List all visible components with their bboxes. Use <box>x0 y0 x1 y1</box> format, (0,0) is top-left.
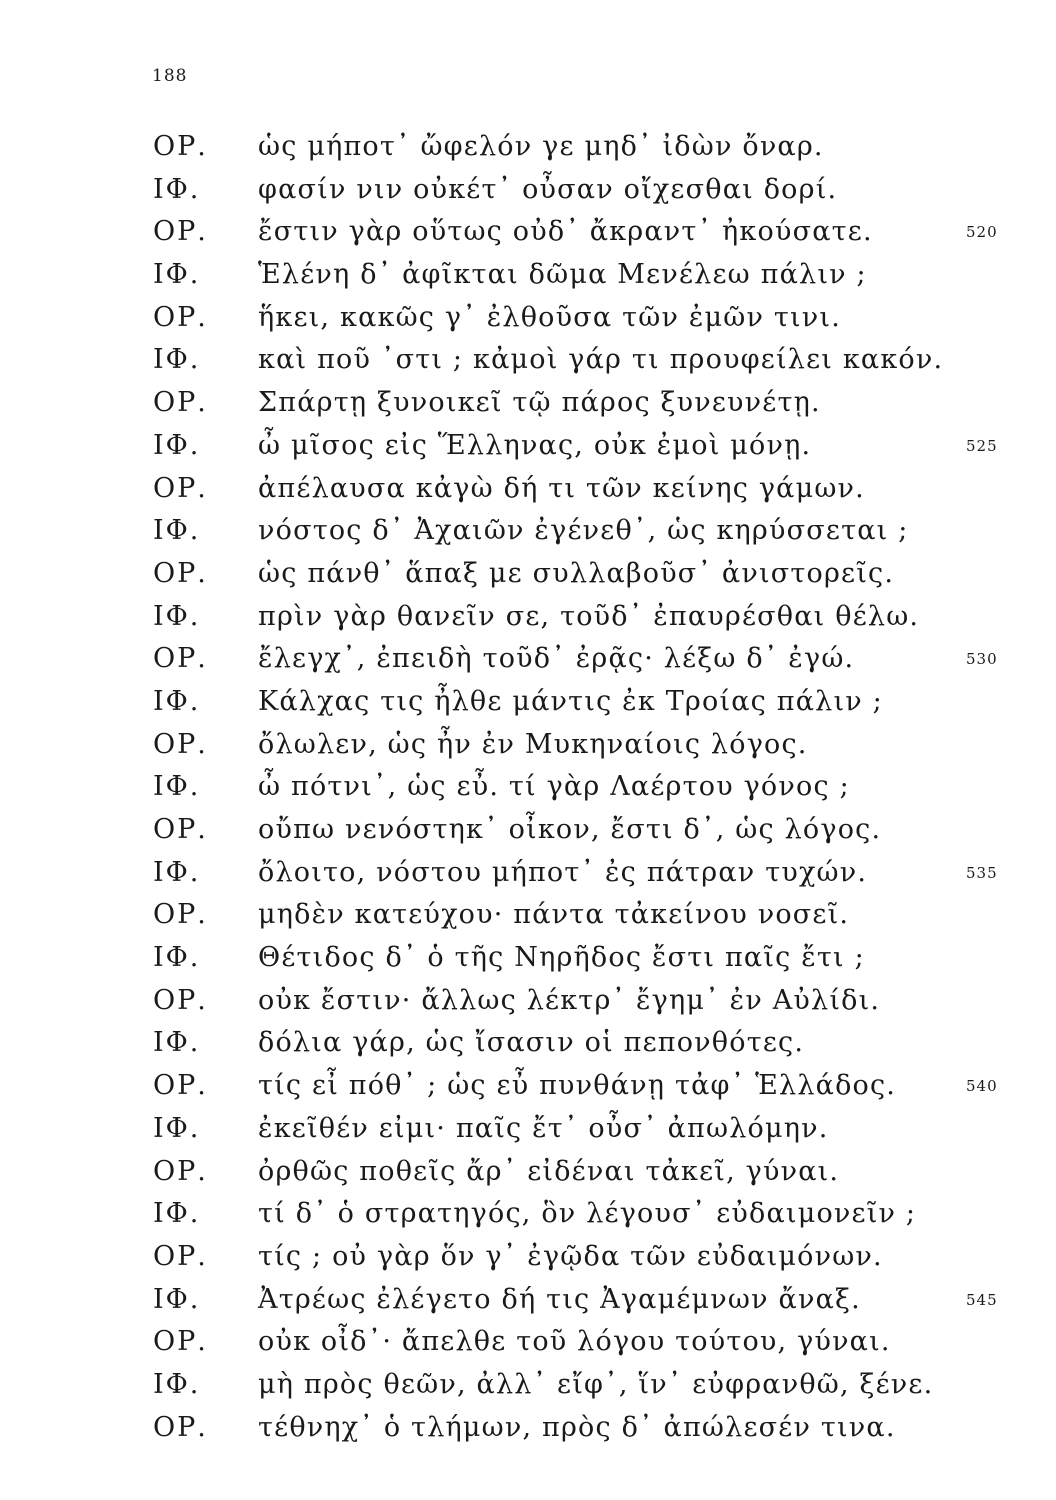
verse-text: οὐκ οἶδ᾽· ἄπελθε τοῦ λόγου τούτου, γύναι. <box>258 1326 891 1358</box>
page-number: 188 <box>152 66 188 86</box>
speaker-label: ΙΦ. <box>153 1198 201 1230</box>
verse-text: τίς ; οὐ γὰρ ὅν γ᾽ ἐγῷδα τῶν εὐδαιμόνων. <box>258 1240 883 1272</box>
speaker-label: ΟΡ. <box>153 1240 208 1272</box>
verse-text: δόλια γάρ, ὡς ἴσασιν οἱ πεπονθότες. <box>258 1027 805 1059</box>
speaker-label: ΟΡ. <box>153 984 208 1016</box>
verse-line <box>0 638 1056 681</box>
verse-text: τέθνηχ᾽ ὁ τλήμων, πρὸς δ᾽ ἀπώλεσέν τινα. <box>258 1411 896 1443</box>
verse-line <box>0 126 1056 169</box>
speaker-label: ΟΡ. <box>153 557 208 589</box>
speaker-label: ΟΡ. <box>153 1411 208 1443</box>
verse-line <box>0 1407 1056 1450</box>
speaker-label: ΟΡ. <box>153 899 208 931</box>
speaker-label: ΙΦ. <box>153 1027 201 1059</box>
verse-line <box>0 766 1056 809</box>
speaker-label: ΟΡ. <box>153 387 208 419</box>
speaker-label: ΙΦ. <box>153 515 201 547</box>
line-number: 535 <box>966 863 998 882</box>
verse-text: ἥκει, κακῶς γ᾽ ἐλθοῦσα τῶν ἐμῶν τινι. <box>258 301 841 333</box>
verse-line <box>0 468 1056 511</box>
line-number: 525 <box>966 436 998 455</box>
verse-block <box>0 126 1056 1449</box>
speaker-label: ΟΡ. <box>153 1326 208 1358</box>
speaker-label: ΟΡ. <box>153 1155 208 1187</box>
line-number: 530 <box>966 650 998 669</box>
verse-text: μηδὲν κατεύχου· πάντα τἀκείνου νοσεῖ. <box>258 899 850 931</box>
verse-line <box>0 809 1056 852</box>
verse-text: ὄλωλεν, ὡς ἦν ἐν Μυκηναίοις λόγος. <box>258 728 808 760</box>
verse-line <box>0 1065 1056 1108</box>
verse-text: Ἀτρέως ἐλέγετο δή τις Ἀγαμέμνων ἄναξ. <box>258 1283 861 1315</box>
verse-line <box>0 510 1056 553</box>
verse-text: μὴ πρὸς θεῶν, ἀλλ᾽ εἴφ᾽, ἵν᾽ εὐφρανθῶ, ξένε. <box>258 1368 934 1400</box>
speaker-label: ΟΡ. <box>153 301 208 333</box>
verse-text: νόστος δ᾽ Ἀχαιῶν ἐγένεθ᾽, ὡς κηρύσσεται ; <box>258 515 909 547</box>
verse-text: ὡς μήποτ᾽ ὤφελόν γε μηδ᾽ ἰδὼν ὄναρ. <box>258 131 824 162</box>
verse-line <box>0 1193 1056 1236</box>
verse-text: ὀρθῶς ποθεῖς ἄρ᾽ εἰδέναι τἀκεῖ, γύναι. <box>258 1155 840 1187</box>
speaker-label: ΙΦ. <box>153 600 201 632</box>
verse-line <box>0 1151 1056 1194</box>
verse-text: Κάλχας τις ἦλθε μάντις ἐκ Τροίας πάλιν ; <box>258 685 883 717</box>
verse-line <box>0 169 1056 212</box>
speaker-label: ΙΦ. <box>153 259 201 291</box>
verse-line <box>0 894 1056 937</box>
speaker-label: ΙΦ. <box>153 1283 201 1315</box>
speaker-label: ΙΦ. <box>153 856 201 888</box>
speaker-label: ΙΦ. <box>153 1112 201 1144</box>
verse-text: τί δ᾽ ὁ στρατηγός, ὃν λέγουσ᾽ εὐδαιμονεῖν ; <box>258 1198 917 1230</box>
speaker-label: ΙΦ. <box>153 942 201 974</box>
verse-line <box>0 1236 1056 1279</box>
verse-line <box>0 339 1056 382</box>
line-number: 545 <box>966 1290 998 1309</box>
verse-line <box>0 681 1056 724</box>
verse-text: Ἑλένη δ᾽ ἀφῖκται δῶμα Μενέλεω πάλιν ; <box>258 259 867 291</box>
verse-line <box>0 980 1056 1023</box>
speaker-label: ΟΡ. <box>153 1070 208 1102</box>
verse-line <box>0 1108 1056 1151</box>
speaker-label: ΙΦ. <box>153 344 201 376</box>
verse-line <box>0 297 1056 340</box>
verse-line <box>0 1364 1056 1407</box>
verse-line <box>0 1321 1056 1364</box>
verse-text: Θέτιδος δ᾽ ὁ τῆς Νηρῆδος ἔστι παῖς ἔτι ; <box>258 942 865 974</box>
speaker-label: ΙΦ. <box>153 173 201 205</box>
verse-text: ἔλεγχ᾽, ἐπειδὴ τοῦδ᾽ ἐρᾷς· λέξω δ᾽ ἐγώ. <box>258 643 855 675</box>
line-number: 540 <box>966 1077 998 1096</box>
verse-line <box>0 1279 1056 1322</box>
verse-text: οὔπω νενόστηκ᾽ οἶκον, ἔστι δ᾽, ὡς λόγος. <box>258 814 882 845</box>
verse-line <box>0 937 1056 980</box>
verse-text: τίς εἶ πόθ᾽ ; ὡς εὖ πυνθάνῃ τἀφ᾽ Ἑλλάδος. <box>258 1070 897 1102</box>
speaker-label: ΙΦ. <box>153 1368 201 1400</box>
speaker-label: ΟΡ. <box>153 472 208 504</box>
verse-text: ὄλοιτο, νόστου μήποτ᾽ ἐς πάτραν τυχών. <box>258 856 868 888</box>
verse-text: ὦ πότνι᾽, ὡς εὖ. τί γὰρ Λαέρτου γόνος ; <box>258 771 850 803</box>
speaker-label: ΟΡ. <box>153 216 208 248</box>
verse-text: φασίν νιν οὐκέτ᾽ οὖσαν οἴχεσθαι δορί. <box>258 173 838 205</box>
speaker-label: ΟΡ. <box>153 728 208 760</box>
verse-text: οὐκ ἔστιν· ἄλλως λέκτρ᾽ ἔγημ᾽ ἐν Αὐλίδι. <box>258 984 881 1016</box>
verse-line <box>0 254 1056 297</box>
verse-line <box>0 724 1056 767</box>
verse-line <box>0 1022 1056 1065</box>
speaker-label: ΙΦ. <box>153 429 201 461</box>
verse-text: ὡς πάνθ᾽ ἅπαξ με συλλαβοῦσ᾽ ἀνιστορεῖς. <box>258 557 895 589</box>
verse-line <box>0 553 1056 596</box>
verse-line <box>0 382 1056 425</box>
line-number: 520 <box>966 223 998 242</box>
verse-line <box>0 852 1056 895</box>
verse-line <box>0 425 1056 468</box>
verse-text: πρὶν γὰρ θανεῖν σε, τοῦδ᾽ ἐπαυρέσθαι θέλω. <box>258 600 920 632</box>
verse-text: ἀπέλαυσα κἀγὼ δή τι τῶν κείνης γάμων. <box>258 472 865 504</box>
verse-text: ἔστιν γὰρ οὕτως οὐδ᾽ ἄκραντ᾽ ἠκούσατε. <box>258 216 873 248</box>
speaker-label: ΙΦ. <box>153 771 201 803</box>
speaker-label: ΟΡ. <box>153 814 208 845</box>
speaker-label: ΙΦ. <box>153 685 201 717</box>
verse-text: καὶ ποῦ ᾽στι ; κἀμοὶ γάρ τι προυφείλει κακόν. <box>258 344 944 376</box>
verse-text: ἐκεῖθέν εἰμι· παῖς ἔτ᾽ οὖσ᾽ ἀπωλόμην. <box>258 1112 829 1144</box>
verse-text: ὦ μῖσος εἰς Ἕλληνας, οὐκ ἐμοὶ μόνῃ. <box>258 429 812 461</box>
speaker-label: ΟΡ. <box>153 131 208 162</box>
verse-line <box>0 596 1056 639</box>
speaker-label: ΟΡ. <box>153 643 208 675</box>
verse-line <box>0 211 1056 254</box>
verse-text: Σπάρτῃ ξυνοικεῖ τῷ πάρος ξυνευνέτῃ. <box>258 387 821 419</box>
